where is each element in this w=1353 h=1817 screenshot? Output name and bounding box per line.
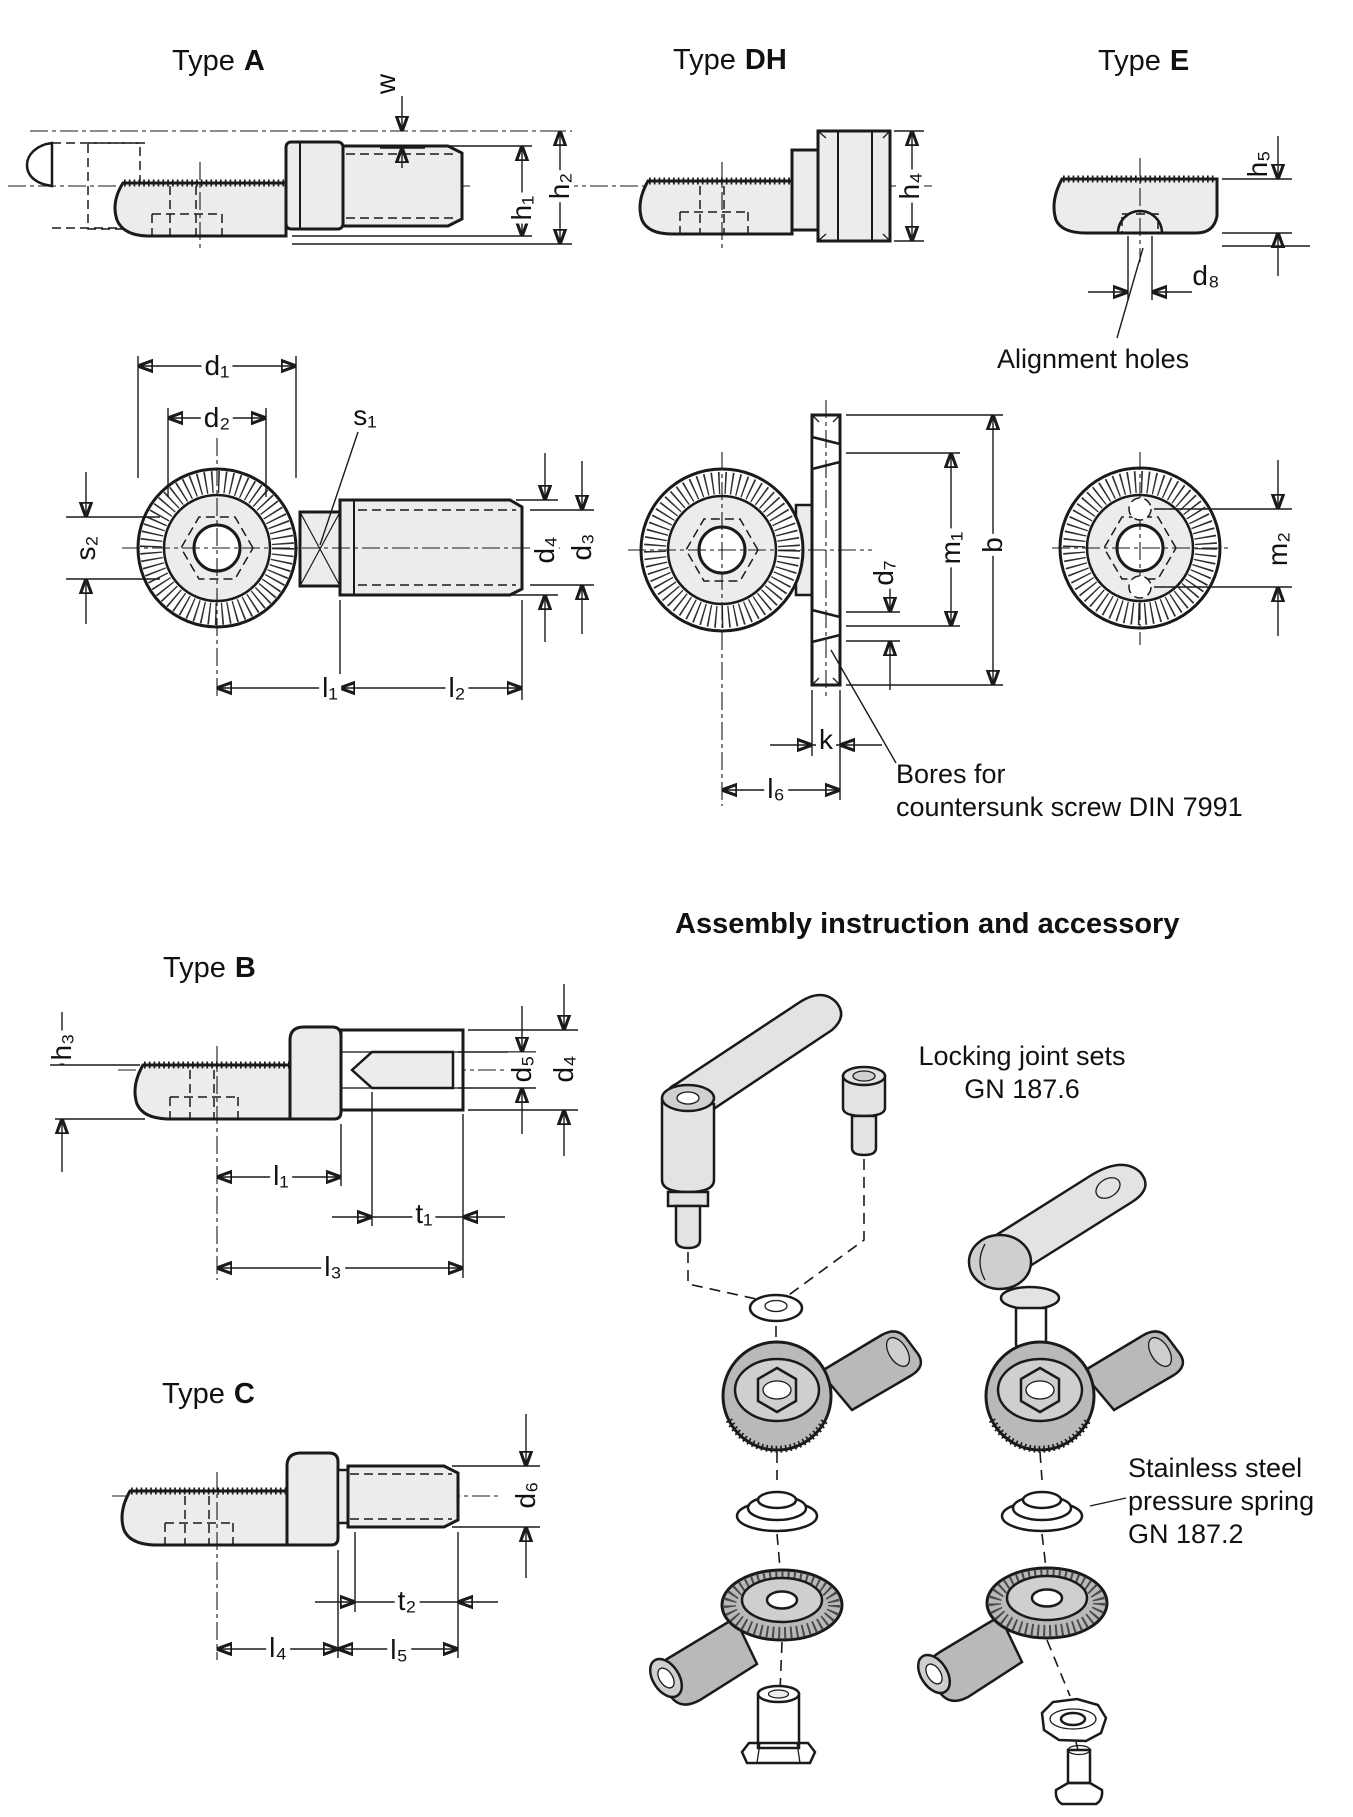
type-a-side-view bbox=[8, 96, 572, 252]
dim-label-h2: h₂ bbox=[546, 170, 574, 202]
dim-label-d8: d₈ bbox=[1192, 260, 1220, 291]
dim-label-s2: s₂ bbox=[72, 533, 100, 564]
dim-label-m1: m₁ bbox=[937, 529, 965, 568]
pressure-spring-note bbox=[1128, 1452, 1314, 1551]
type-a-front-view bbox=[66, 356, 594, 700]
type-b-title-prefix: Type bbox=[163, 952, 226, 984]
countersunk-screw bbox=[1056, 1746, 1102, 1805]
dim-label-d3: d₃ bbox=[568, 531, 596, 564]
spring-note-line2: pressure spring bbox=[1128, 1486, 1315, 1516]
type-c-title-prefix: Type bbox=[162, 1378, 225, 1410]
bores-note-line1: Bores for bbox=[896, 759, 1006, 789]
type-b-title bbox=[163, 952, 256, 985]
assembly-heading: Assembly instruction and accessory bbox=[675, 908, 1180, 940]
locking-joint-sets-note bbox=[912, 1040, 1132, 1106]
cam-lever bbox=[969, 1165, 1145, 1352]
assembly-left-stack bbox=[644, 995, 921, 1763]
dim-label-t1: t₁ bbox=[412, 1200, 435, 1228]
cap-screw bbox=[843, 1067, 885, 1155]
dim-label-d4-front: d₄ bbox=[531, 533, 559, 566]
alignment-holes-note: Alignment holes bbox=[997, 344, 1190, 374]
dim-label-l5: l₅ bbox=[387, 1636, 411, 1664]
dim-label-d1: d₁ bbox=[201, 352, 232, 380]
locking-note-line1: Locking joint sets bbox=[918, 1041, 1126, 1071]
dim-label-l2: l₂ bbox=[445, 674, 468, 702]
pressure-spring-left bbox=[737, 1492, 817, 1531]
type-e-title-code: E bbox=[1169, 45, 1190, 77]
hex-nut bbox=[1042, 1699, 1106, 1741]
rod-end-upper-right bbox=[986, 1331, 1183, 1450]
rod-end-lower bbox=[644, 1570, 842, 1705]
type-e-title-prefix: Type bbox=[1098, 45, 1161, 77]
dim-label-k: k bbox=[816, 726, 836, 754]
rod-end-lower-right bbox=[912, 1568, 1107, 1701]
dim-label-l6: l₆ bbox=[764, 775, 788, 803]
type-e-title bbox=[1098, 45, 1189, 78]
rod-end-upper bbox=[723, 1331, 921, 1450]
dim-label-w: w bbox=[370, 73, 401, 95]
washer bbox=[750, 1295, 802, 1321]
dim-label-d7: d₇ bbox=[870, 557, 898, 588]
type-c-side-view bbox=[112, 1414, 540, 1660]
type-dh-title bbox=[673, 44, 787, 77]
dim-label-l1-b: l₁ bbox=[270, 1162, 292, 1190]
type-dh-side-view bbox=[560, 131, 932, 250]
dim-label-d5: d₅ bbox=[508, 1053, 536, 1086]
pressure-spring-right bbox=[1002, 1492, 1082, 1531]
type-c-title bbox=[162, 1378, 255, 1411]
type-a-title bbox=[172, 45, 265, 78]
rivet-bushing bbox=[742, 1686, 815, 1763]
spring-note-line1: Stainless steel bbox=[1128, 1453, 1303, 1483]
type-b-title-code: B bbox=[234, 952, 256, 984]
dim-label-s1: s₁ bbox=[353, 400, 377, 431]
dim-label-h4: h₄ bbox=[896, 169, 924, 202]
type-a-title-prefix: Type bbox=[172, 45, 235, 77]
dim-label-h5: h₅ bbox=[1242, 150, 1273, 178]
type-b-side-view bbox=[50, 984, 578, 1280]
bores-note bbox=[896, 758, 1243, 824]
bores-note-line2: countersunk screw DIN 7991 bbox=[896, 792, 1243, 822]
type-dh-title-prefix: Type bbox=[673, 44, 736, 76]
dim-label-d2: d₂ bbox=[201, 404, 233, 432]
spring-note-line3: GN 187.2 bbox=[1128, 1519, 1244, 1549]
dim-label-h3: h₃ bbox=[48, 1031, 76, 1064]
type-a-title-code: A bbox=[243, 45, 265, 77]
dim-label-d6: d₆ bbox=[512, 1479, 540, 1512]
locking-note-line2: GN 187.6 bbox=[964, 1074, 1080, 1104]
dim-label-l3: l₃ bbox=[321, 1253, 345, 1281]
dim-label-h1: h₁ bbox=[508, 192, 536, 223]
clamping-lever bbox=[662, 995, 841, 1248]
dim-label-m2: m₂ bbox=[1264, 529, 1292, 569]
dim-label-d4-b: d₄ bbox=[550, 1052, 578, 1085]
type-c-title-code: C bbox=[233, 1378, 255, 1410]
dim-label-b: b bbox=[979, 534, 1007, 556]
dim-label-l1: l₁ bbox=[319, 674, 341, 702]
dim-label-t2: t₂ bbox=[395, 1587, 420, 1615]
dim-label-l4: l₄ bbox=[266, 1634, 290, 1662]
type-dh-title-code: DH bbox=[744, 44, 787, 76]
type-e-front-view bbox=[1052, 452, 1292, 645]
